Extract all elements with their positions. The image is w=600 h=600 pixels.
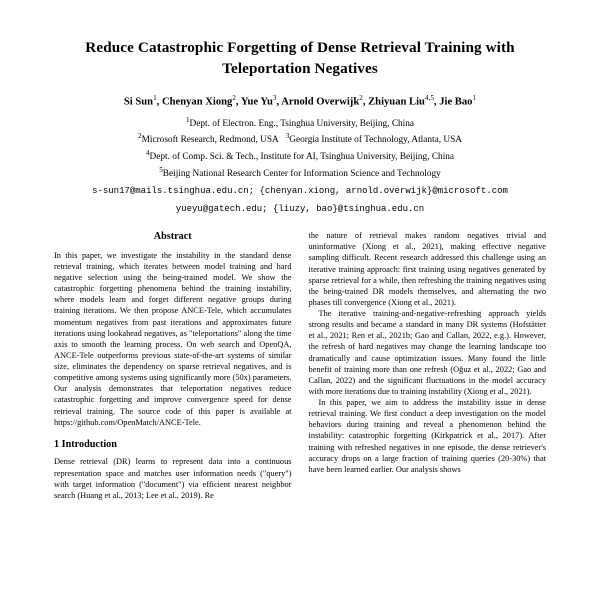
affiliation-1: $^1$Dept. of Electron. Eng., Tsinghua University, Beijing, China (185, 115, 415, 130)
affiliation-2: $^2$Microsoft Research, Redmond, USA $^3$Georgia Institute of Technology, Atlanta, USA (138, 132, 462, 146)
left-column (54, 230, 292, 501)
abstract-text: In this paper, we investigate the instability in the standard dense retrieval training, which iterates between model training and hard negative selection using the being-trained model. We show the catastrophic forgetting phenomena behind the training instability, where models learn and forget different negative groups during training iterations. We then propose ANCE-Tele, which accumulates momentum negatives from past iterations and approximates future iterations using lookahead negatives, as "teleportations" along the time axis to smooth the learning process. On web search and OpenQA, ANCE-Tele outperforms previous state-of-the-art systems of similar size, eliminates the dependency on sparse retrieval negatives, and is competitive among systems using significantly more (50x) parameters. Our analysis demonstrates that teleportation negatives reduce catastrophic forgetting and improve convergence speed for dense retrieval training. The source code of this paper is available at https://github.com/OpenMatch/ANCE-Tele. (54, 250, 292, 427)
author-list: Si Sun$^1$, Chenyan Xiong$^2$, Yue Yu$^3$, Arnold Overwijk$^2$, Zhiyuan Liu$^{4,5}$, Jie Bao$^1$ (123, 94, 477, 108)
right-paragraph-3: In this paper, we aim to address the instability issue in dense retrieval training. We first conduct a deep investigation on the model behaviors during training and reveal a phenomenon behind the instability: catastrophic forgetting (Kirkpatrick et al., 2017). After training with refreshed negatives in one episode, the dense retriever's accuracy drops on a large fraction of training queries (20-30%) that have been learned earlier. Our analysis shows (308, 398, 546, 474)
abstract-heading: Abstract (153, 231, 192, 243)
two-column-body (54, 230, 546, 501)
page-title (62, 38, 538, 79)
title-text: Reduce Catastrophic Forgetting of Dense Retrieval Training with Teleportation Negatives (85, 39, 515, 77)
right-column (309, 230, 547, 501)
right-paragraph-1: the nature of retrieval makes random negatives trivial and uninformative (Xiong et al., 2021), making effective negative sampling difficult. Recent research addressed this challenge using an iterative training approach: first training using negatives generated by sparse retrieval for a while, then refreshing the training negatives using the being-trained DR models themselves, and alternating the two phases till convergence (Xiong et al., 2021). (308, 231, 546, 307)
introduction-heading: 1 Introduction (54, 438, 117, 450)
affiliation-4: $^5$Beijing National Research Center for Information Science and Technology (159, 165, 441, 179)
introduction-paragraph: Dense retrieval (DR) learns to represent data into a continuous representation space and matches user information needs ("query") with target information ("document") via efficient nearest neighbor search (Huang et al., 2013; Lee et al., 2019). Re (54, 457, 292, 500)
affiliation-3: $^4$Dept. of Comp. Sci. & Tech., Institute for AI, Tsinghua University, Beijing, China (145, 149, 455, 163)
email-line-2: yueyu@gatech.edu; {liuzy, bao}@tsinghua.edu.cn (175, 203, 425, 214)
right-paragraph-2: The iterative training-and-negative-refreshing approach yields strong results and became a standard in many DR systems (Hofstätter et al., 2021; Ren et al., 2021b; Gao and Callan, 2022, e.g.). However, the refresh of hard negatives may change the learning landscape too dramatically and cause optimization issues. Many found the little benefit of training more than one refresh (Oğuz et al., 2022; Gao and Callan, 2022) and the significant fluctuations in the model accuracy with more iterations due to training instability (Xiong et al., 2021). (308, 309, 546, 396)
email-line-1: s-sun17@mails.tsinghua.edu.cn; {chenyan.xiong, arnold.overwijk}@microsoft.com (92, 186, 508, 197)
